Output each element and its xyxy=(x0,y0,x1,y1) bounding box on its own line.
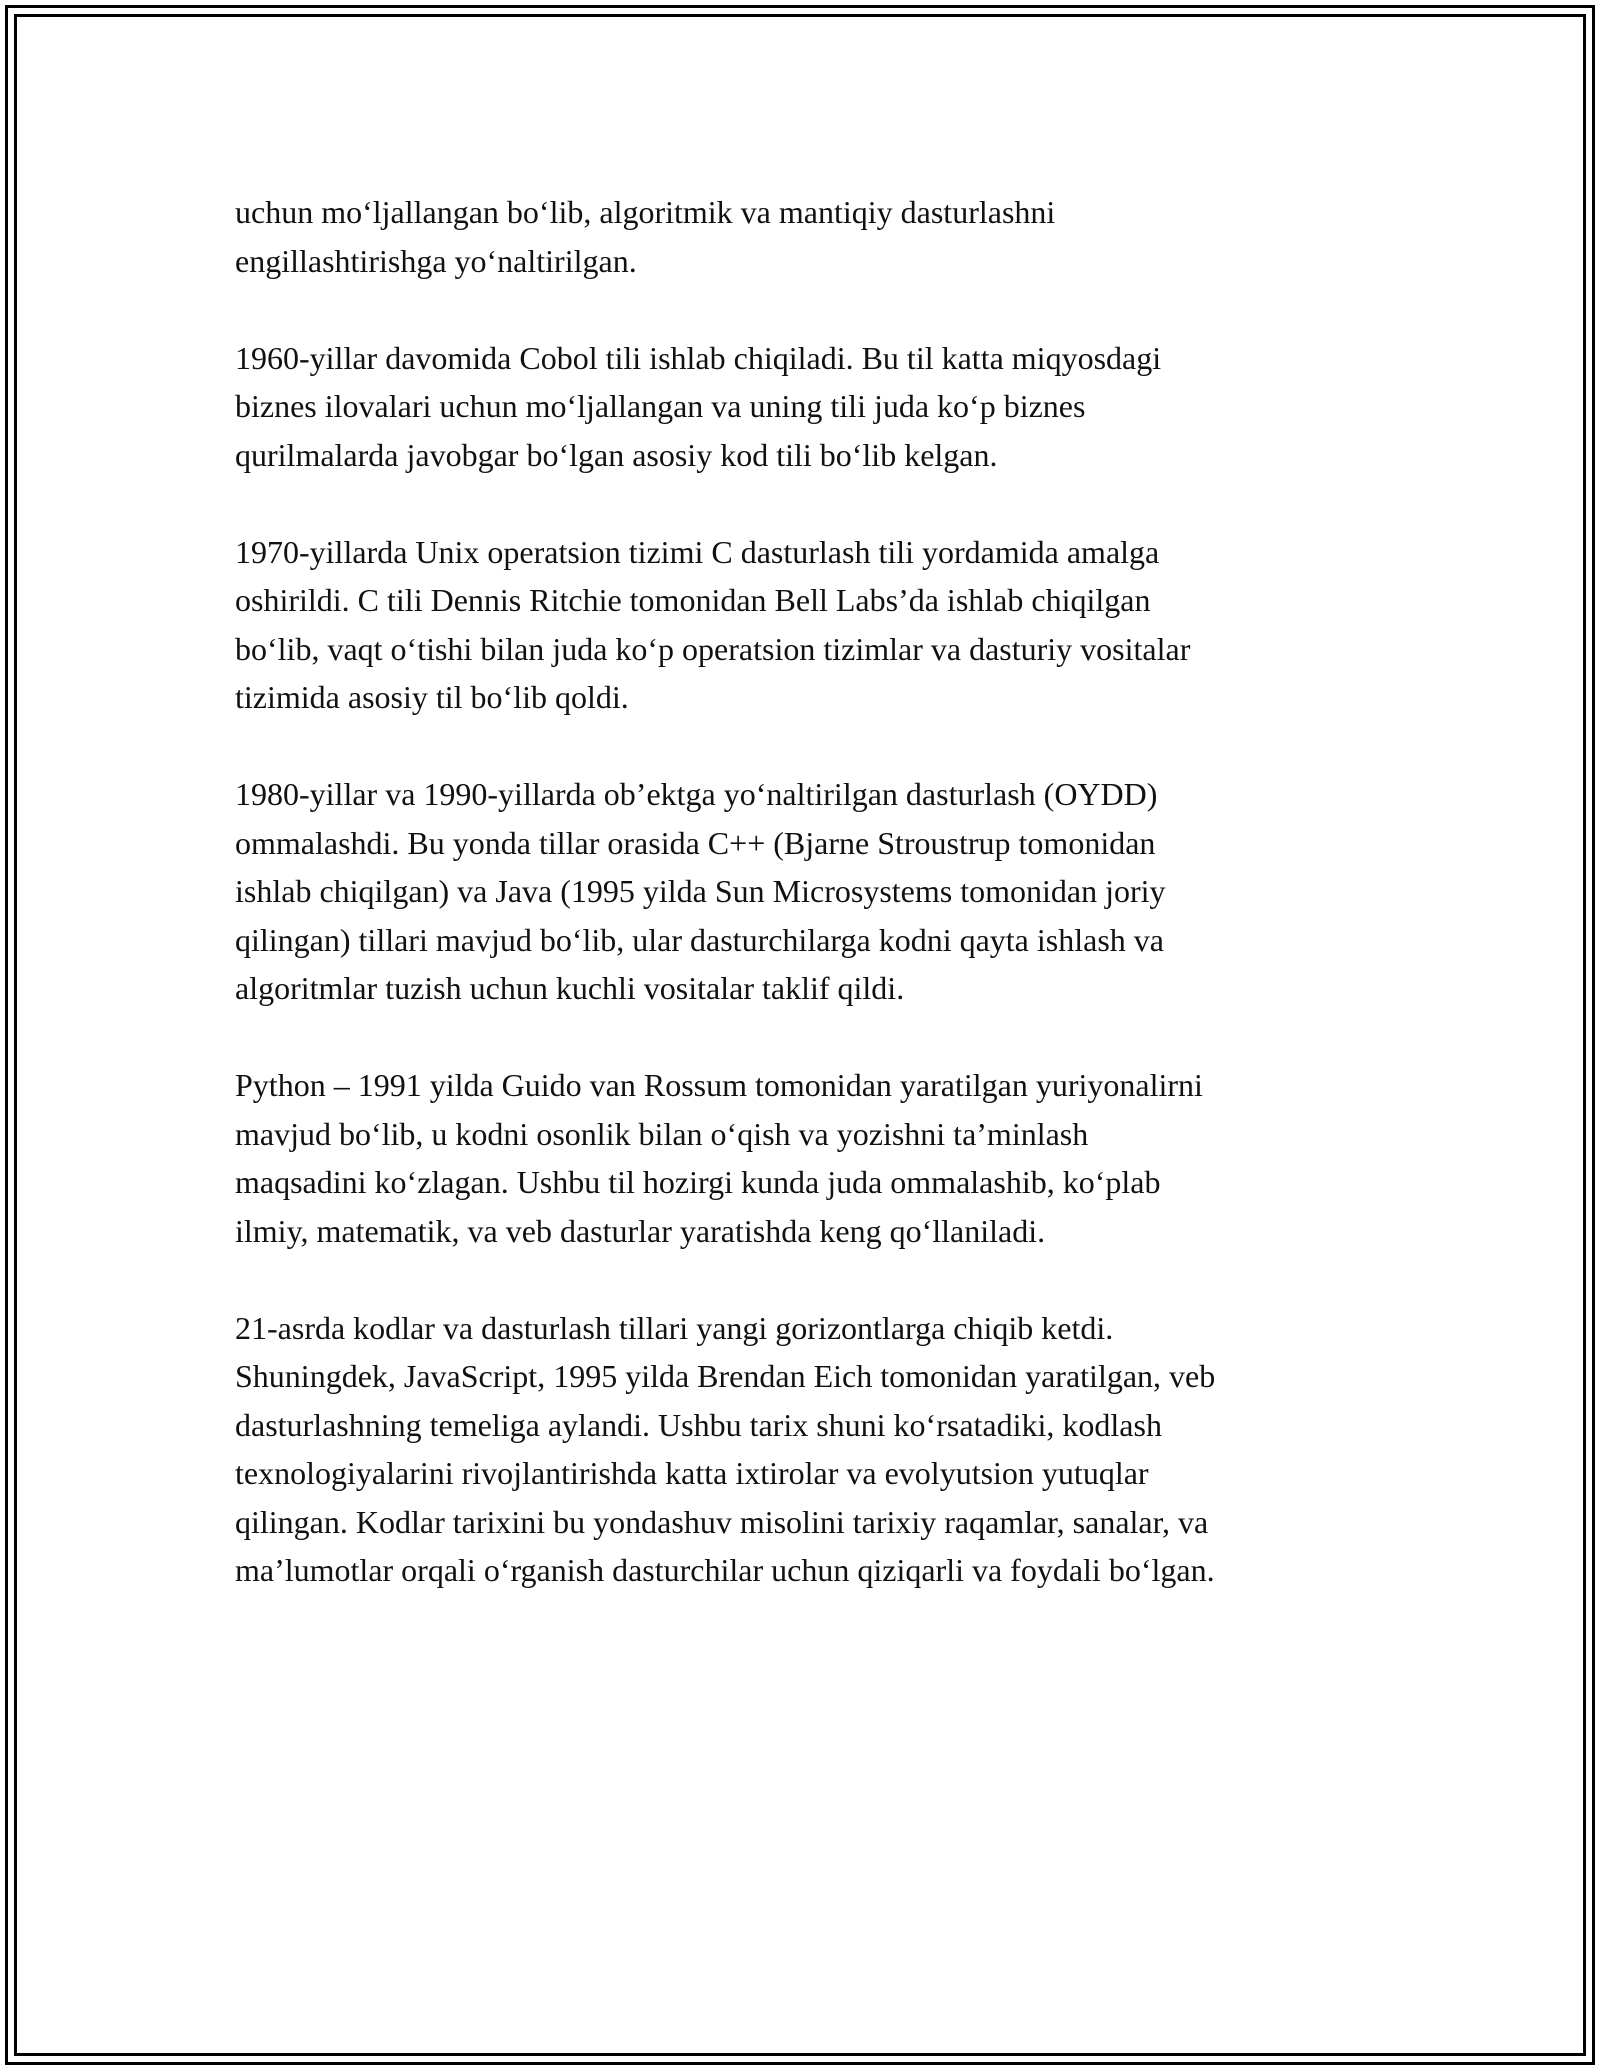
text-line: bo‘lib, vaqt o‘tishi bilan juda ko‘p operatsion tizimlar va dasturiy vositalar xyxy=(235,630,1191,667)
text-line: ishlab chiqilgan) va Java (1995 yilda Sun Microsystems tomonidan joriy xyxy=(235,873,1166,909)
text-line: qilingan) tillari mavjud bo‘lib, ular dasturchilarga kodni qayta ishlash va xyxy=(235,921,1164,958)
text-line: ma’lumotlar orqali o‘rganish dasturchilar uchun qiziqarli va foydali bo‘lgan. xyxy=(235,1552,1215,1588)
text-line: 1980-yillar va 1990-yillarda ob’ektga yo‘naltirilgan dasturlash (OYDD) xyxy=(235,776,1158,812)
text-line: oshirildi. C tili Dennis Ritchie tomonidan Bell Labs’da ishlab chiqilgan xyxy=(235,582,1151,618)
document-body xyxy=(235,188,1385,1643)
text-line: 1970-yillarda Unix operatsion tizimi C dasturlash tili yordamida amalga xyxy=(235,533,1160,570)
paragraph xyxy=(235,1304,1385,1595)
text-line: biznes ilovalari uchun mo‘ljallangan va uning tili juda ko‘p biznes xyxy=(235,388,1086,424)
paragraph xyxy=(235,770,1385,1013)
text-line: uchun mo‘ljallangan bo‘lib, algoritmik va mantiqiy dasturlashni xyxy=(235,194,1056,230)
text-line: Shuningdek, JavaScript, 1995 yilda Brendan Eich tomonidan yaratilgan, veb xyxy=(235,1358,1216,1394)
text-line: 1960-yillar davomida Cobol tili ishlab chiqiladi. Bu til katta miqyosdagi xyxy=(235,339,1162,376)
text-line: texnologiyalarini rivojlantirishda katta ixtirolar va evolyutsion yutuqlar xyxy=(235,1455,1149,1491)
paragraph xyxy=(235,188,1385,285)
text-line: tizimida asosiy til bo‘lib qoldi. xyxy=(235,679,629,715)
text-line: qilingan. Kodlar tarixini bu yondashuv misolini tarixiy raqamlar, sanalar, va xyxy=(235,1503,1209,1540)
paragraph xyxy=(235,334,1385,480)
text-line: dasturlashning temeliga aylandi. Ushbu tarix shuni ko‘rsatadiki, kodlash xyxy=(235,1406,1162,1443)
text-line: algoritmlar tuzish uchun kuchli vositalar taklif qildi. xyxy=(235,970,905,1006)
text-line: Python – 1991 yilda Guido van Rossum tomonidan yaratilgan yuriyonalirni xyxy=(235,1067,1203,1103)
paragraph xyxy=(235,528,1385,722)
text-line: engillashtirishga yo‘naltirilgan. xyxy=(235,242,637,279)
text-line: mavjud bo‘lib, u kodni osonlik bilan o‘qish va yozishni ta’minlash xyxy=(235,1115,1089,1152)
text-line: ommalashdi. Bu yonda tillar orasida C++ (Bjarne Stroustrup tomonidan xyxy=(235,824,1156,861)
text-line: maqsadini ko‘zlagan. Ushbu til hozirgi kunda juda ommalashib, ko‘plab xyxy=(235,1164,1161,1200)
text-line: 21-asrda kodlar va dasturlash tillari yangi gorizontlarga chiqib ketdi. xyxy=(235,1309,1114,1346)
text-line: qurilmalarda javobgar bo‘lgan asosiy kod tili bo‘lib kelgan. xyxy=(235,436,998,473)
paragraph xyxy=(235,1061,1385,1255)
text-line: ilmiy, matematik, va veb dasturlar yaratishda keng qo‘llaniladi. xyxy=(235,1212,1046,1249)
